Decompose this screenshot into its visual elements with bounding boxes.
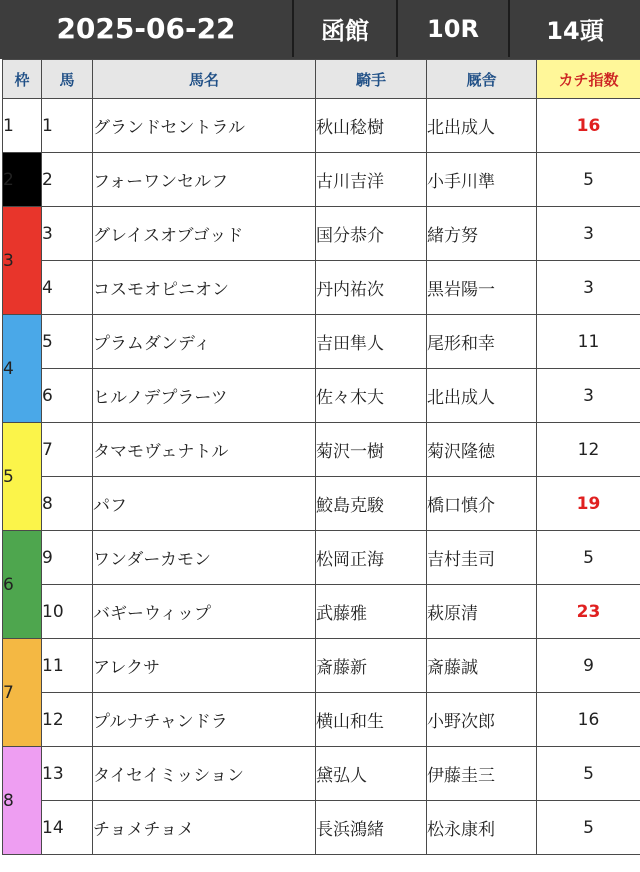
horse-number: 10: [42, 585, 93, 639]
horse-name: プラムダンディ: [93, 315, 316, 369]
jockey-name: 松岡正海: [316, 531, 427, 585]
horse-number: 13: [42, 747, 93, 801]
kachi-index: 3: [537, 369, 640, 423]
horse-name: タイセイミッション: [93, 747, 316, 801]
table-row: [3, 423, 640, 477]
horse-name: タマモヴェナトル: [93, 423, 316, 477]
kachi-index: 9: [537, 639, 640, 693]
horse-number: 6: [42, 369, 93, 423]
runners-table: [2, 59, 640, 855]
kachi-index: 16: [537, 693, 640, 747]
horse-name: チョメチョメ: [93, 801, 316, 855]
trainer-name: 萩原清: [427, 585, 537, 639]
trainer-name: 吉村圭司: [427, 531, 537, 585]
table-row: [3, 99, 640, 153]
runners-body: [3, 99, 640, 855]
waku-cell: 4: [3, 315, 42, 423]
jockey-name: 長浜鴻緒: [316, 801, 427, 855]
waku-cell: 2: [3, 153, 42, 207]
horse-number: 14: [42, 801, 93, 855]
table-row: [3, 639, 640, 693]
table-row: [3, 531, 640, 585]
jockey-name: 鮫島克駿: [316, 477, 427, 531]
kachi-index: 5: [537, 747, 640, 801]
jockey-name: 横山和生: [316, 693, 427, 747]
column-header-jockey: 騎手: [316, 60, 427, 99]
waku-cell: 7: [3, 639, 42, 747]
horse-name: プルナチャンドラ: [93, 693, 316, 747]
horse-number: 7: [42, 423, 93, 477]
horse-name: フォーワンセルフ: [93, 153, 316, 207]
kachi-index: 12: [537, 423, 640, 477]
trainer-name: 小手川準: [427, 153, 537, 207]
jockey-name: 黛弘人: [316, 747, 427, 801]
table-row: [3, 693, 640, 747]
kachi-index: 3: [537, 207, 640, 261]
trainer-name: 松永康利: [427, 801, 537, 855]
jockey-name: 菊沢一樹: [316, 423, 427, 477]
table-row: [3, 207, 640, 261]
jockey-name: 斎藤新: [316, 639, 427, 693]
jockey-name: 吉田隼人: [316, 315, 427, 369]
column-header-index: カチ指数: [537, 60, 640, 99]
jockey-name: 古川吉洋: [316, 153, 427, 207]
waku-cell: 6: [3, 531, 42, 639]
horse-name: グレイスオブゴッド: [93, 207, 316, 261]
kachi-index: 23: [537, 585, 640, 639]
waku-cell: 3: [3, 207, 42, 315]
trainer-name: 黒岩陽一: [427, 261, 537, 315]
trainer-name: 菊沢隆徳: [427, 423, 537, 477]
jockey-name: 丹内祐次: [316, 261, 427, 315]
table-row: [3, 261, 640, 315]
waku-cell: 8: [3, 747, 42, 855]
kachi-index: 3: [537, 261, 640, 315]
horse-number: 8: [42, 477, 93, 531]
table-row: [3, 585, 640, 639]
horse-name: ワンダーカモン: [93, 531, 316, 585]
horse-number: 2: [42, 153, 93, 207]
horse-number: 1: [42, 99, 93, 153]
column-header-horse: 馬名: [93, 60, 316, 99]
waku-cell: 5: [3, 423, 42, 531]
trainer-name: 緒方努: [427, 207, 537, 261]
trainer-name: 小野次郎: [427, 693, 537, 747]
column-header-waku: 枠: [3, 60, 42, 99]
column-header-number: 馬: [42, 60, 93, 99]
jockey-name: 武藤雅: [316, 585, 427, 639]
kachi-index: 16: [537, 99, 640, 153]
race-header-bar: [0, 0, 640, 59]
trainer-name: 北出成人: [427, 99, 537, 153]
horse-name: グランドセントラル: [93, 99, 316, 153]
horse-name: パフ: [93, 477, 316, 531]
table-row: [3, 153, 640, 207]
jockey-name: 佐々木大: [316, 369, 427, 423]
horse-number: 12: [42, 693, 93, 747]
trainer-name: 伊藤圭三: [427, 747, 537, 801]
horse-number: 9: [42, 531, 93, 585]
jockey-name: 秋山稔樹: [316, 99, 427, 153]
table-row: [3, 747, 640, 801]
trainer-name: 尾形和幸: [427, 315, 537, 369]
horse-name: アレクサ: [93, 639, 316, 693]
horse-number: 4: [42, 261, 93, 315]
table-row: [3, 477, 640, 531]
race-venue: 函館: [294, 0, 398, 57]
kachi-index: 19: [537, 477, 640, 531]
table-header-row: [3, 60, 640, 99]
trainer-name: 北出成人: [427, 369, 537, 423]
kachi-index: 5: [537, 531, 640, 585]
kachi-index: 11: [537, 315, 640, 369]
table-row: [3, 801, 640, 855]
horse-number: 11: [42, 639, 93, 693]
trainer-name: 斎藤誠: [427, 639, 537, 693]
trainer-name: 橋口慎介: [427, 477, 537, 531]
table-row: [3, 315, 640, 369]
race-date: 2025-06-22: [0, 0, 294, 57]
horse-name: コスモオピニオン: [93, 261, 316, 315]
jockey-name: 国分恭介: [316, 207, 427, 261]
waku-cell: 1: [3, 99, 42, 153]
horse-number: 3: [42, 207, 93, 261]
kachi-index: 5: [537, 153, 640, 207]
horse-number: 5: [42, 315, 93, 369]
kachi-index: 5: [537, 801, 640, 855]
horse-name: バギーウィップ: [93, 585, 316, 639]
race-number: 10R: [398, 0, 510, 57]
horse-name: ヒルノデプラーツ: [93, 369, 316, 423]
runner-count: 14頭: [546, 17, 604, 45]
column-header-trainer: 厩舎: [427, 60, 537, 99]
table-row: [3, 369, 640, 423]
